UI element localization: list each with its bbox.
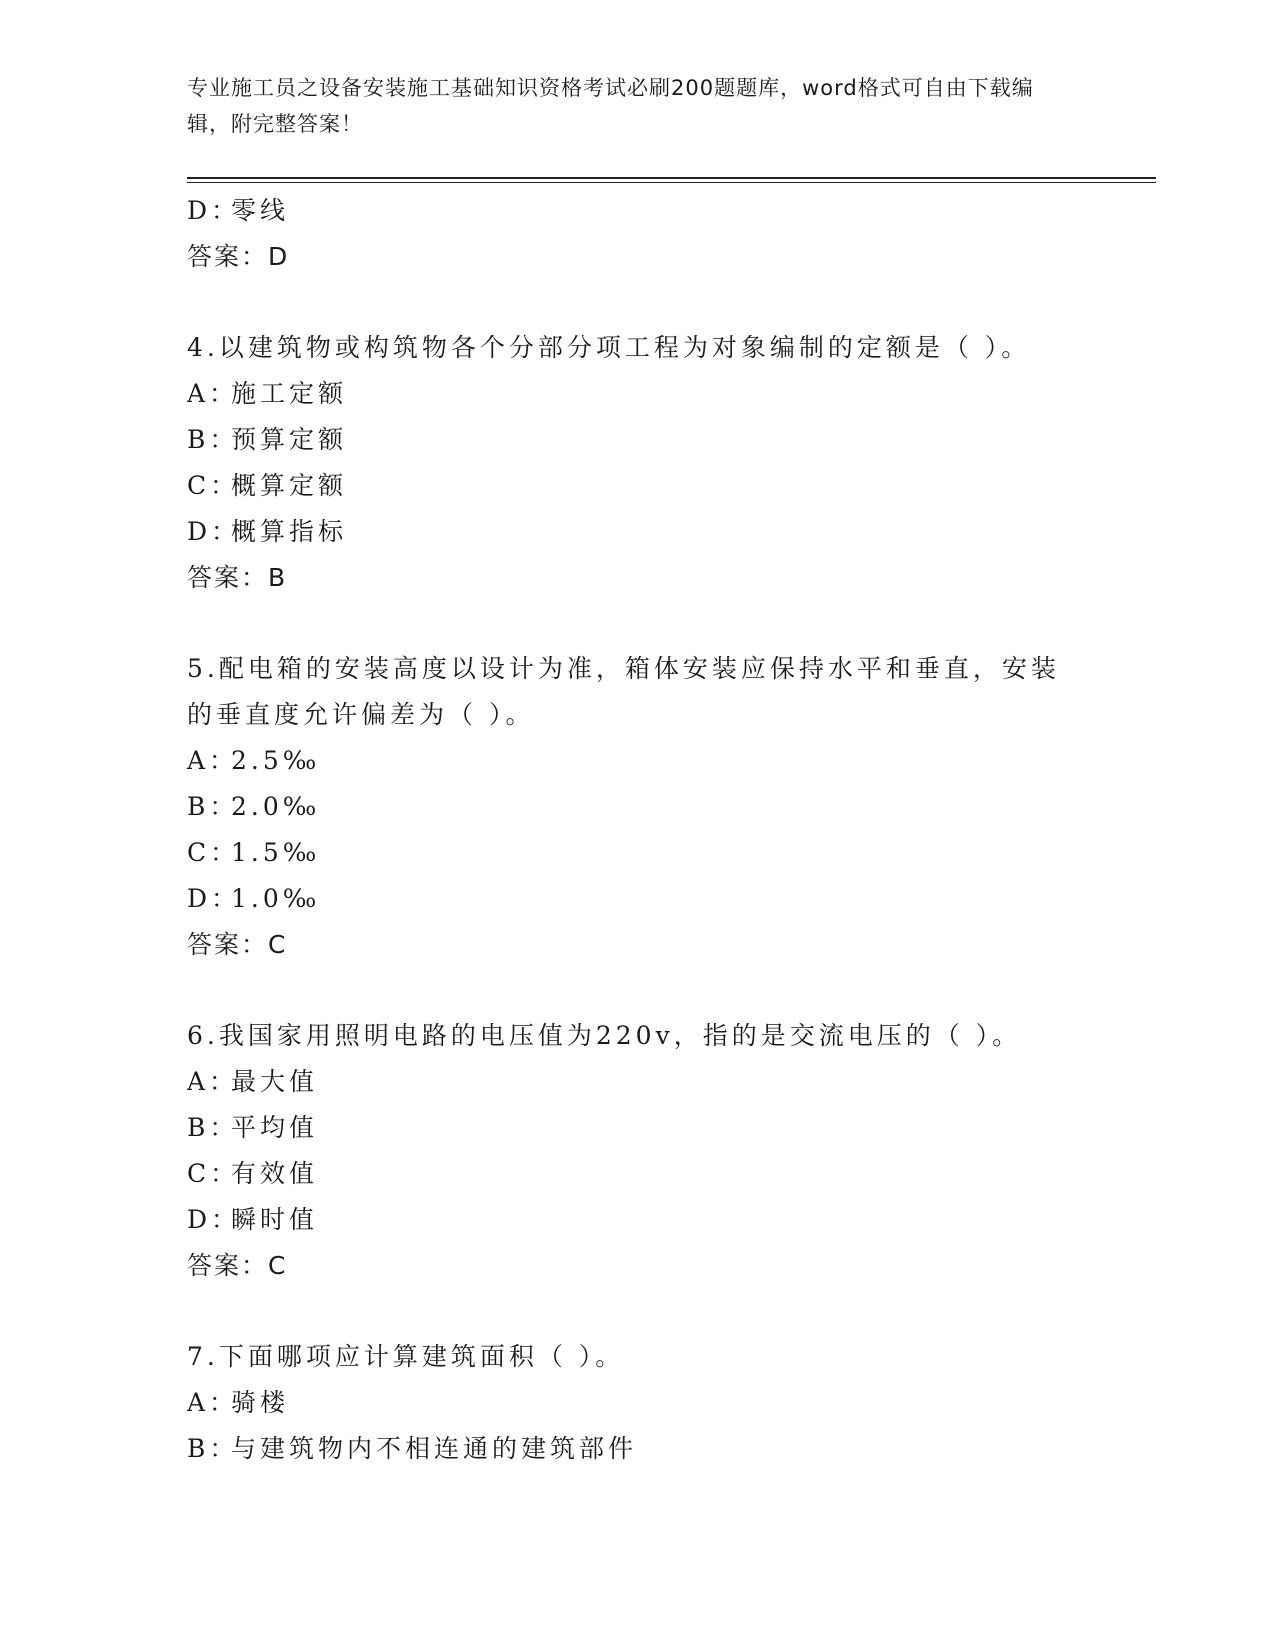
option-c <box>187 1151 1137 1197</box>
option-label: A： <box>187 379 239 408</box>
answer-line: 答案：C <box>187 1251 288 1280</box>
question-stem: 7.下面哪项应计算建筑面积（ ）。 <box>187 1342 625 1371</box>
option-label: A： <box>187 1388 239 1417</box>
option-label: B： <box>187 1113 239 1142</box>
option-c <box>187 463 1137 509</box>
option-a <box>187 738 1137 784</box>
option-b <box>187 1105 1137 1151</box>
option-label: C： <box>187 471 240 500</box>
option-text: 2.5‰ <box>231 746 321 775</box>
option-label: D： <box>187 1205 241 1234</box>
option-label: B： <box>187 1434 239 1463</box>
spacer <box>187 968 1137 1013</box>
option-label: C： <box>187 838 240 867</box>
question-stem: 6.我国家用照明电路的电压值为220v，指的是交流电压的（ ）。 <box>187 1021 1022 1050</box>
question-6 <box>187 1013 1137 1289</box>
option-text: 2.0‰ <box>231 792 321 821</box>
answer-line: 答案：C <box>187 930 288 959</box>
option-a <box>187 1380 1137 1426</box>
option-label: D： <box>187 517 241 546</box>
option-text: 最大值 <box>231 1067 319 1096</box>
option-label: A： <box>187 1067 239 1096</box>
spacer <box>187 1289 1137 1334</box>
option-text: 1.5‰ <box>231 838 321 867</box>
header-divider-thin <box>187 182 1156 183</box>
option-text: 概算指标 <box>231 517 348 546</box>
option-b <box>187 784 1137 830</box>
option-a <box>187 371 1137 417</box>
option-text: 1.0‰ <box>231 884 321 913</box>
option-text: 概算定额 <box>231 471 348 500</box>
option-text: 零线 <box>231 196 290 225</box>
spacer <box>187 601 1137 646</box>
option-d <box>187 1197 1137 1243</box>
option-b <box>187 1426 1137 1472</box>
option-d <box>187 509 1137 555</box>
option-text: 预算定额 <box>231 425 348 454</box>
header-divider-thick <box>187 177 1156 179</box>
option-label: B： <box>187 425 239 454</box>
option-text: 瞬时值 <box>231 1205 319 1234</box>
document-body <box>187 188 1137 1472</box>
option-text: 与建筑物内不相连通的建筑部件 <box>231 1434 638 1463</box>
option-label: B： <box>187 792 239 821</box>
option-text: 平均值 <box>231 1113 319 1142</box>
option-b <box>187 417 1137 463</box>
spacer <box>187 280 1137 325</box>
option-text: 施工定额 <box>231 379 348 408</box>
option-label: C： <box>187 1159 240 1188</box>
option-label: A： <box>187 746 239 775</box>
question-5 <box>187 646 1137 968</box>
option-c <box>187 830 1137 876</box>
option-d <box>187 876 1137 922</box>
option-d <box>187 188 1137 234</box>
option-a <box>187 1059 1137 1105</box>
question-stem: 5.配电箱的安装高度以设计为准，箱体安装应保持水平和垂直，安装的垂直度允许偏差为（ ）。 <box>187 654 1060 729</box>
option-text: 骑楼 <box>231 1388 290 1417</box>
option-label: D： <box>187 884 241 913</box>
option-text: 有效值 <box>231 1159 319 1188</box>
question-7 <box>187 1334 1137 1472</box>
page-header: 专业施工员之设备安装施工基础知识资格考试必刷200题题库，word格式可自由下载编辑，附完整答案！ <box>187 76 1034 136</box>
question-stem: 4.以建筑物或构筑物各个分部分项工程为对象编制的定额是（ ）。 <box>187 333 1031 362</box>
option-label: D： <box>187 196 241 225</box>
answer-line: 答案：D <box>187 242 290 271</box>
answer-line: 答案：B <box>187 563 288 592</box>
question-4 <box>187 325 1137 601</box>
